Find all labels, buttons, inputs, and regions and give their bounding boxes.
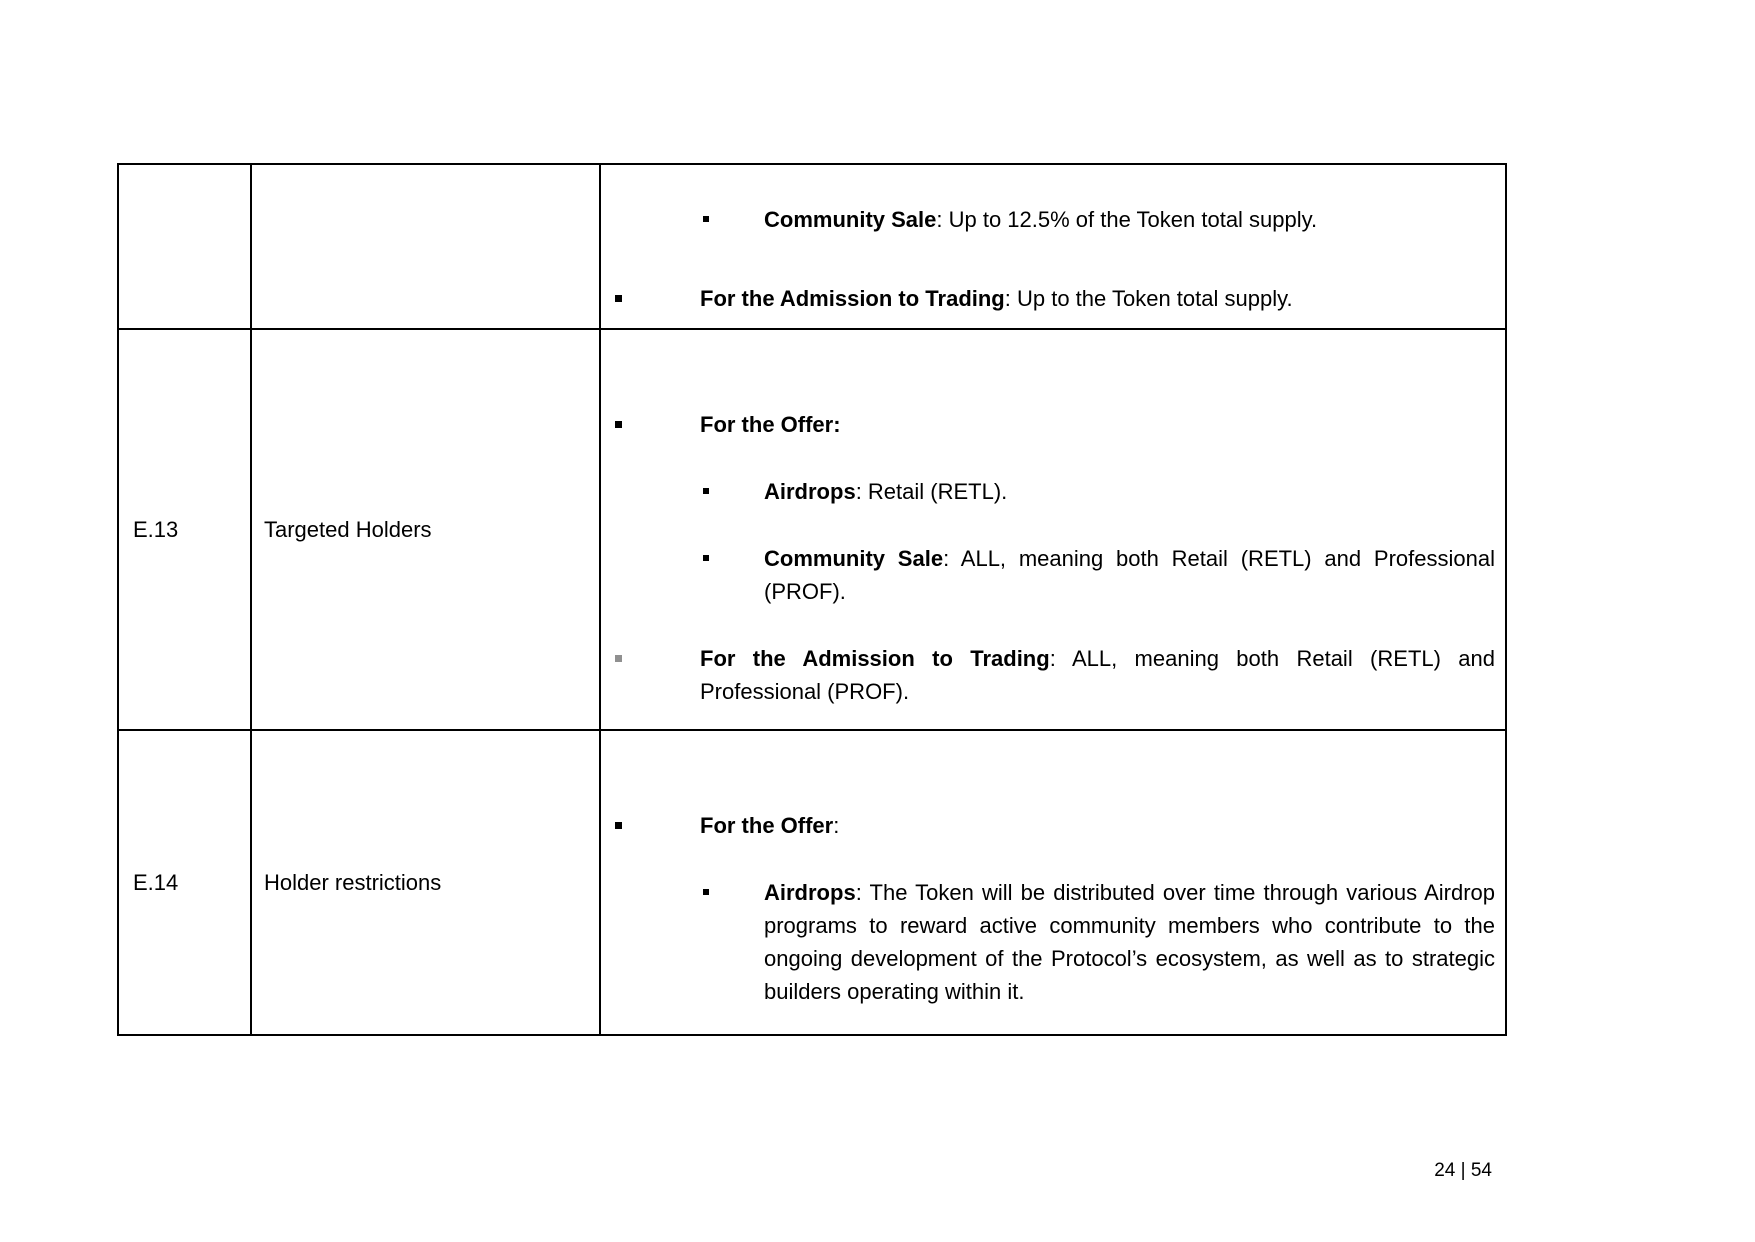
square-bullet-icon bbox=[615, 295, 622, 302]
bullet-item bbox=[703, 475, 1495, 508]
bullet-item bbox=[615, 809, 1495, 842]
bullet-marker-box bbox=[615, 282, 700, 315]
bullet-item bbox=[703, 203, 1495, 236]
row-content-cell bbox=[599, 729, 1505, 1034]
bullet-marker-box bbox=[615, 809, 700, 842]
bullet-bold-text: Airdrops bbox=[764, 479, 856, 504]
bullet-rest-text: : The Token will be distributed over time through various Airdrop programs to reward active community members who contribute to the ongoing development of the Protocol’s ecosystem, as well as to strategic builders operating within it. bbox=[764, 880, 1495, 1004]
bullet-item bbox=[615, 282, 1495, 315]
square-bullet-icon bbox=[615, 421, 622, 428]
bullet-text bbox=[700, 408, 1495, 441]
row-content-cell bbox=[599, 328, 1505, 729]
bullet-text bbox=[700, 809, 1495, 842]
bullet-rest-text: : Retail (RETL). bbox=[855, 479, 1008, 504]
bullet-item bbox=[703, 542, 1495, 608]
bullet-bold-text: For the Offer: bbox=[700, 412, 841, 437]
bullet-marker-box bbox=[615, 642, 700, 708]
square-bullet-icon bbox=[703, 216, 709, 222]
bullet-marker-box bbox=[703, 876, 764, 1008]
square-bullet-icon bbox=[703, 488, 709, 494]
square-bullet-icon bbox=[615, 822, 622, 829]
row-id-cell bbox=[119, 165, 250, 328]
bullet-item bbox=[703, 876, 1495, 1008]
bullet-bold-text: For the Admission to Trading bbox=[700, 646, 1050, 671]
bullet-marker-box bbox=[703, 203, 764, 236]
bullet-text bbox=[700, 282, 1495, 315]
bullet-rest-text: : bbox=[833, 813, 840, 838]
row-id-cell: E.14 bbox=[119, 729, 250, 1034]
square-bullet-icon bbox=[703, 889, 709, 895]
bullet-marker-box bbox=[703, 542, 764, 608]
row-id-cell: E.13 bbox=[119, 328, 250, 729]
bullet-text bbox=[700, 642, 1495, 708]
bullet-text bbox=[764, 876, 1495, 1008]
row-content-cell bbox=[599, 165, 1505, 328]
bullet-rest-text: : ALL, meaning both Retail (RETL) and Professional (PROF). bbox=[764, 546, 1495, 604]
bullet-bold-text: For the Admission to Trading bbox=[700, 286, 1005, 311]
bullet-marker-box bbox=[615, 408, 700, 441]
bullet-text bbox=[764, 475, 1495, 508]
bullet-bold-text: Airdrops bbox=[764, 880, 856, 905]
row-label-cell bbox=[250, 165, 599, 328]
summary-table bbox=[117, 163, 1507, 1036]
square-bullet-icon bbox=[615, 655, 622, 662]
bullet-rest-text: : Up to 12.5% of the Token total supply. bbox=[936, 207, 1318, 232]
bullet-bold-text: Community Sale bbox=[764, 207, 937, 232]
row-label-cell: Targeted Holders bbox=[250, 328, 599, 729]
square-bullet-icon bbox=[703, 555, 709, 561]
bullet-rest-text: : ALL, meaning both Retail (RETL) and Professional (PROF). bbox=[700, 646, 1495, 704]
page-number: 24 | 54 bbox=[1434, 1160, 1492, 1181]
bullet-bold-text: Community Sale bbox=[764, 546, 944, 571]
bullet-marker-box bbox=[703, 475, 764, 508]
bullet-text bbox=[764, 542, 1495, 608]
bullet-item bbox=[615, 408, 1495, 441]
bullet-bold-text: For the Offer bbox=[700, 813, 834, 838]
bullet-text bbox=[764, 203, 1495, 236]
bullet-rest-text: : Up to the Token total supply. bbox=[1004, 286, 1293, 311]
bullet-item bbox=[615, 642, 1495, 708]
row-label-cell: Holder restrictions bbox=[250, 729, 599, 1034]
